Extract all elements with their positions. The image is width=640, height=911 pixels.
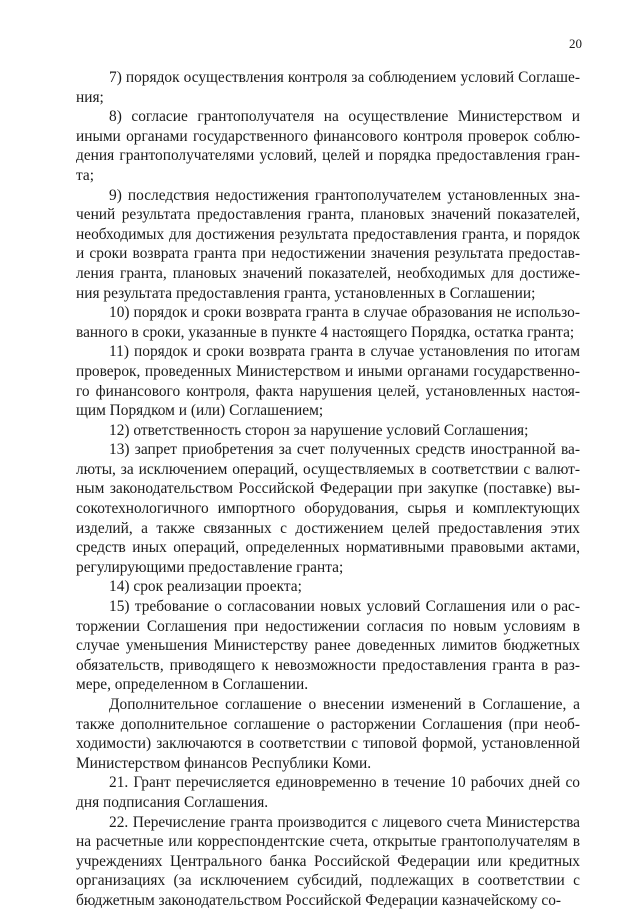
- paragraph-item-15: 15) требование о согласовании новых условий Соглашения или о расторжении Соглашения при недостижении согласия по новым условиям в случае уменьшения Министерству ранее доведенных лимитов бюджетных обязательств, приводящего к невозможности предоставления гранта в размере, определенном в Соглашении.: [76, 598, 580, 694]
- paragraph-clause-21: 21. Грант перечисляется единовременно в течение 10 рабочих дней со дня подписания Соглашения.: [76, 774, 580, 811]
- paragraph-item-7: 7) порядок осуществления контроля за соблюдением условий Соглашения;: [76, 69, 580, 106]
- document-body: [76, 68, 580, 911]
- paragraph-item-9: 9) последствия недостижения грантополучателем установленных значений результата предоставления гранта, плановых значений показателей, необходимых для достижения результата предоставления гранта, и порядок и сроки возврата гранта при недостижении значения результата предоставления гранта, плановых значений показателей, необходимых для достижения результата предоставления гранта, установленных в Соглашении;: [76, 186, 580, 302]
- paragraph-item-10: 10) порядок и сроки возврата гранта в случае образования не использованного в сроки, указанные в пункте 4 настоящего Порядка, остатка гранта;: [76, 304, 580, 341]
- paragraph-item-8: 8) согласие грантополучателя на осуществление Министерством и иными органами государственного финансового контроля проверок соблюдения грантополучателями условий, целей и порядка предоставления гранта;: [76, 108, 580, 184]
- paragraph-clause-22: 22. Перечисление гранта производится с лицевого счета Министерства на расчетные или корреспондентские счета, открытые грантополучателям в учреждениях Центрального банка Российской Федерации или кредитных организациях (за исключением субсидий, подлежащих в соответствии с бюджетным законодательством Российской Федерации казначейскому со-: [76, 813, 580, 909]
- paragraph-additional-agreement: Дополнительное соглашение о внесении изменений в Соглашение, а также дополнительное соглашение о расторжении Соглашения (при необходимости) заключаются в соответствии с типовой формой, установленной Министерством финансов Республики Коми.: [76, 696, 580, 772]
- paragraph-item-12: 12) ответственность сторон за нарушение условий Соглашения;: [109, 421, 529, 439]
- paragraph-item-11: 11) порядок и сроки возврата гранта в случае установления по итогам проверок, проведенных Министерством и иными органами государственного финансового контроля, факта нарушения целей, установленных настоящим Порядком и (или) Соглашением;: [76, 343, 580, 420]
- paragraph-item-13: 13) запрет приобретения за счет полученных средств иностранной валюты, за исключением операций, осуществляемых в соответствии с валютным законодательством Российской Федерации при закупке (поставке) высокотехнологичного импортного оборудования, сырья и комплектующих изделий, а также связанных с достижением целей предоставления этих средств иных операций, определенных нормативными правовыми актами, регулирующими предоставление гранта;: [76, 441, 580, 576]
- paragraph-item-14: 14) срок реализации проекта;: [109, 578, 302, 596]
- page-number: 20: [569, 36, 582, 51]
